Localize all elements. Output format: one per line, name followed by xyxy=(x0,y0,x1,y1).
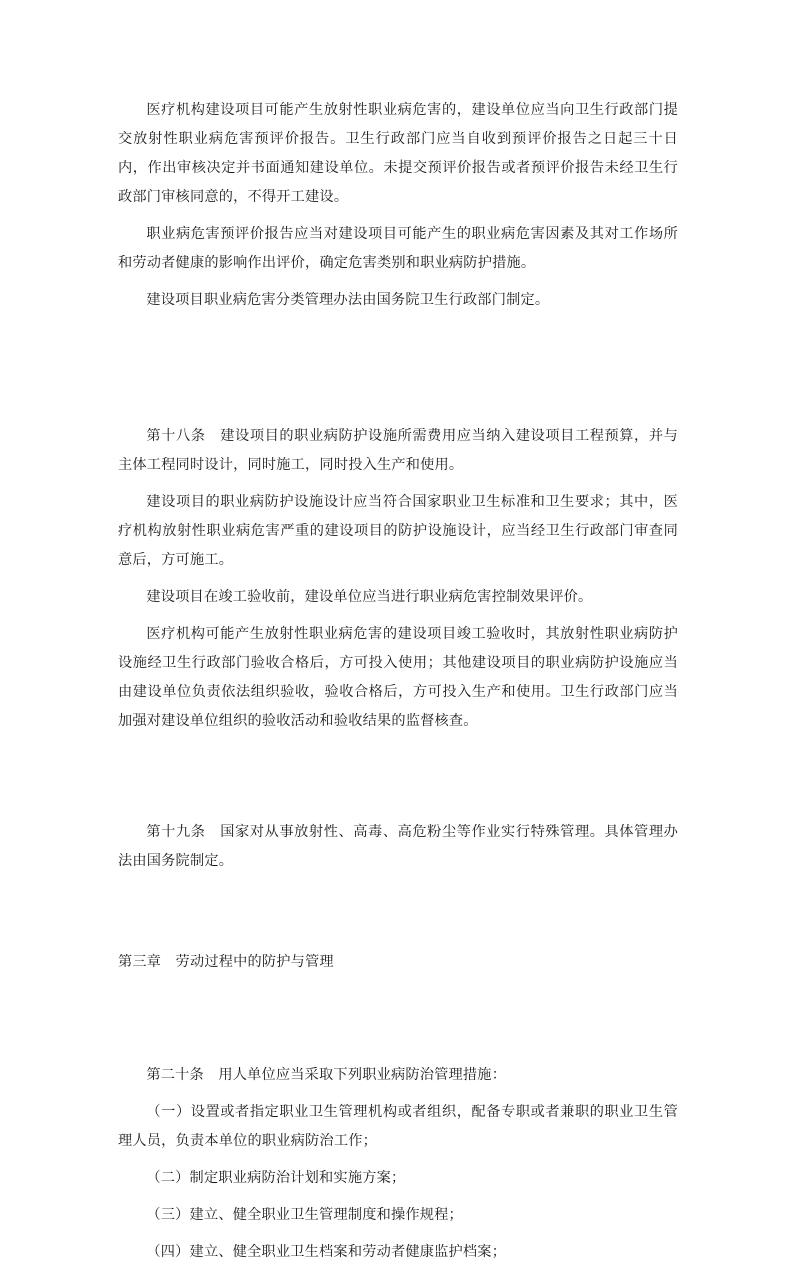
list-item: （二）制定职业病防治计划和实施方案； xyxy=(146,1170,406,1186)
paragraph: 医疗机构建设项目可能产生放射性职业病危害的，建设单位应当向卫生行政部门提交放射性职业病危害预评价报告。卫生行政部门应当自收到预评价报告之日起三十日内，作出审核决定并书面通知建设单位。未提交预评价报告或者预评价报告未经卫生行政部门审核同意的，不得开工建设。 xyxy=(118,102,678,205)
list-item: （四）建立、健全职业卫生档案和劳动者健康监护档案； xyxy=(146,1244,507,1260)
paragraph: 建设项目在竣工验收前，建设单位应当进行职业病危害控制效果评价。 xyxy=(146,589,593,605)
article-18-heading-paragraph: 第十八条 建设项目的职业病防护设施所需费用应当纳入建设项目工程预算，并与主体工程同时设计，同时施工，同时投入生产和使用。 xyxy=(118,428,678,473)
paragraph: 建设项目职业病危害分类管理办法由国务院卫生行政部门制定。 xyxy=(146,292,550,308)
document-page xyxy=(118,96,678,1267)
chapter-heading: 第三章 劳动过程中的防护与管理 xyxy=(118,954,334,970)
article-20-heading-paragraph: 第二十条 用人单位应当采取下列职业病防治管理措施： xyxy=(146,1067,507,1083)
list-item: （一）设置或者指定职业卫生管理机构或者组织，配备专职或者兼职的职业卫生管理人员，负责本单位的职业病防治工作； xyxy=(118,1104,678,1149)
article-19-paragraph: 第十九条 国家对从事放射性、高毒、高危粉尘等作业实行特殊管理。具体管理办法由国务院制定。 xyxy=(118,824,678,869)
paragraph: 建设项目的职业病防护设施设计应当符合国家职业卫生标准和卫生要求；其中，医疗机构放射性职业病危害严重的建设项目的防护设施设计，应当经卫生行政部门审查同意后，方可施工。 xyxy=(118,494,678,568)
list-item: （三）建立、健全职业卫生管理制度和操作规程； xyxy=(146,1207,463,1223)
paragraph: 医疗机构可能产生放射性职业病危害的建设项目竣工验收时，其放射性职业病防护设施经卫生行政部门验收合格后，方可投入使用；其他建设项目的职业病防护设施应当由建设单位负责依法组织验收，验收合格后，方可投入生产和使用。卫生行政部门应当加强对建设单位组织的验收活动和验收结果的监督核查。 xyxy=(118,626,678,729)
paragraph: 职业病危害预评价报告应当对建设项目可能产生的职业病危害因素及其对工作场所和劳动者健康的影响作出评价，确定危害类别和职业病防护措施。 xyxy=(118,226,678,271)
